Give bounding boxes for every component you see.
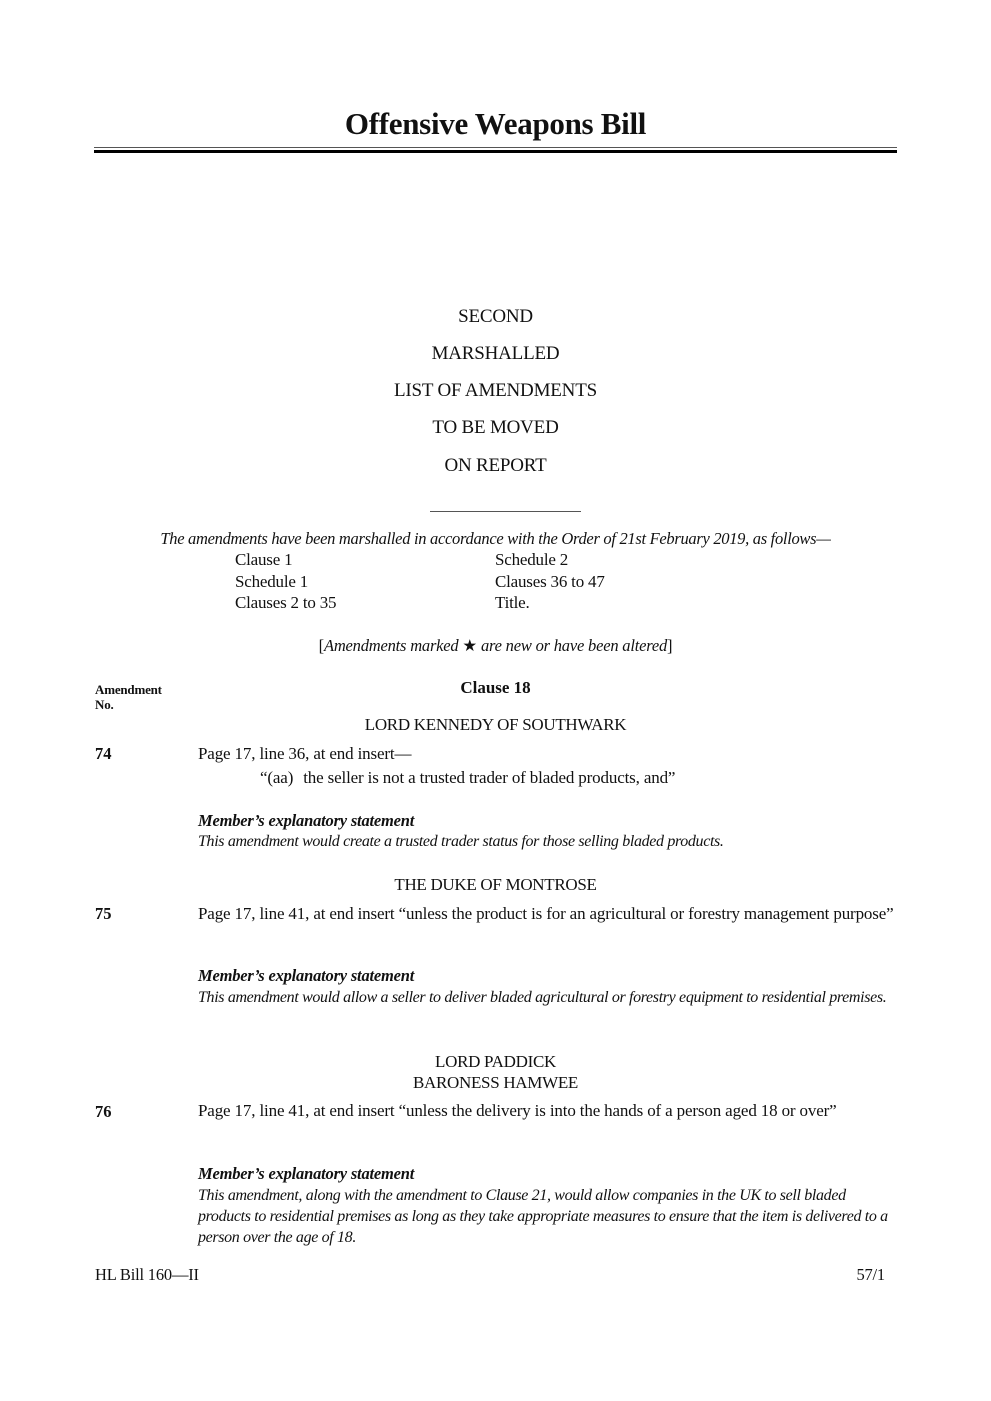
- header-line: Amendment: [95, 682, 162, 697]
- title-rule-thick: [94, 150, 897, 153]
- explanatory-statement-text: This amendment would allow a seller to deliver bladed agricultural or forestry equipment to residential premises.: [198, 989, 887, 1006]
- heading-line: LIST OF AMENDMENTS: [394, 380, 597, 401]
- marshalling-item: Clauses 36 to 47: [495, 571, 605, 591]
- heading-line: TO BE MOVED: [432, 417, 559, 438]
- marshalling-intro: The amendments have been marshalled in accordance with the Order of 21st February 2019, as follows—: [160, 529, 831, 548]
- amendment-number: 75: [95, 904, 112, 923]
- clause-heading: Clause 18: [460, 678, 531, 697]
- marshalling-item: Schedule 2: [495, 550, 569, 569]
- page-reference: 57/1: [856, 1265, 885, 1284]
- member-name: LORD KENNEDY OF SOUTHWARK: [364, 715, 627, 734]
- star-icon: ★: [462, 636, 478, 655]
- explanatory-statement-title: Member’s explanatory statement: [198, 966, 415, 985]
- note-text: Amendments marked: [323, 636, 459, 655]
- heading-line: ON REPORT: [444, 455, 547, 476]
- note-text: are new or have been altered: [480, 636, 668, 655]
- title-rule-thin: [94, 147, 897, 148]
- amendment-number: 74: [95, 744, 112, 763]
- heading-line: MARSHALLED: [431, 343, 560, 364]
- explanatory-statement-title: Member’s explanatory statement: [198, 811, 415, 830]
- paragraph-text: the seller is not a trusted trader of bladed products, and”: [303, 768, 676, 787]
- marshalling-item: Clause 1: [235, 550, 293, 569]
- amendment-text: Page 17, line 41, at end insert “unless the delivery is into the hands of a person aged 18 or over”: [198, 1101, 837, 1120]
- marshalling-item: Schedule 1: [235, 571, 309, 591]
- member-name: LORD PADDICK: [435, 1052, 556, 1071]
- marshalling-left-column: [235, 549, 336, 614]
- note-bracket: [: [318, 636, 324, 655]
- amendment-number: 76: [95, 1102, 112, 1121]
- member-name: THE DUKE OF MONTROSE: [394, 875, 597, 894]
- marshalling-item: Clauses 2 to 35: [235, 593, 337, 612]
- section-divider: [430, 511, 581, 512]
- paragraph-label: “(aa): [260, 768, 294, 787]
- note-bracket: ]: [667, 636, 673, 655]
- explanatory-statement-text: This amendment would create a trusted trader status for those selling bladed products.: [198, 833, 724, 850]
- bill-reference: HL Bill 160—II: [95, 1265, 199, 1284]
- altered-amendments-note: [0, 636, 991, 656]
- bill-title: Offensive Weapons Bill: [344, 106, 647, 141]
- explanatory-statement-text: This amendment, along with the amendment to Clause 21, would allow companies in the UK to sell bladed products to residential premises as long as they take appropriate measures to ensure that the item is delivered to a person over the age of 18.: [198, 1187, 888, 1246]
- member-name: BARONESS HAMWEE: [412, 1073, 579, 1092]
- explanatory-statement-title: Member’s explanatory statement: [198, 1164, 415, 1183]
- amendment-text: Page 17, line 36, at end insert—: [198, 744, 412, 763]
- marshalling-right-column: [495, 549, 605, 614]
- marshalling-item: Title.: [495, 593, 530, 612]
- inserted-text: [260, 768, 675, 788]
- amendment-text: Page 17, line 41, at end insert “unless the product is for an agricultural or forestry management purpose”: [198, 904, 894, 923]
- header-line: No.: [95, 697, 114, 712]
- heading-line: SECOND: [458, 306, 533, 327]
